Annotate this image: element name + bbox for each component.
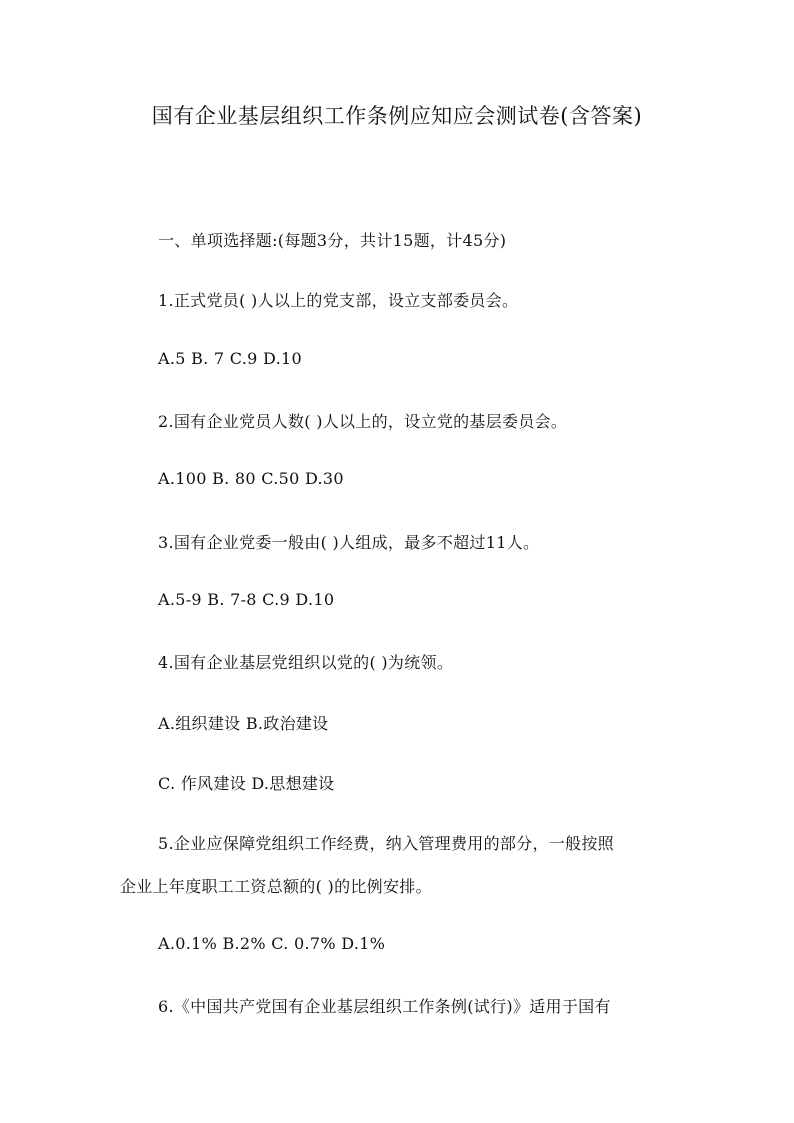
- question-2-stem: 2.国有企业党员人数( )人以上的，设立党的基层委员会。: [158, 412, 568, 431]
- question-4-stem: 4.国有企业基层党组织以党的( )为统领。: [158, 653, 454, 672]
- question-5-stem-line-2: 企业上年度职工工资总额的( )的比例安排。: [120, 877, 432, 896]
- question-3-options: A.5-9 B. 7-8 C.9 D.10: [158, 590, 335, 609]
- question-1-options: A.5 B. 7 C.9 D.10: [158, 349, 302, 368]
- document-title: 国有企业基层组织工作条例应知应会测试卷(含答案): [151, 104, 643, 128]
- question-6-stem: 6.《中国共产党国有企业基层组织工作条例(试行)》适用于国有: [158, 997, 611, 1016]
- question-1-stem: 1.正式党员( )人以上的党支部，设立支部委员会。: [158, 291, 519, 310]
- question-4-options-line-2: C. 作风建设 D.思想建设: [158, 774, 335, 793]
- question-2-options: A.100 B. 80 C.50 D.30: [158, 469, 344, 488]
- question-5-options: A.0.1% B.2% C. 0.7% D.1%: [158, 934, 386, 953]
- section-heading: 一、单项选择题:(每题3分，共计15题，计45分): [158, 231, 507, 250]
- question-5-stem-line-1: 5.企业应保障党组织工作经费，纳入管理费用的部分，一般按照: [158, 834, 614, 853]
- question-3-stem: 3.国有企业党委一般由( )人组成，最多不超过11人。: [158, 533, 540, 552]
- question-4-options-line-1: A.组织建设 B.政治建设: [158, 714, 329, 733]
